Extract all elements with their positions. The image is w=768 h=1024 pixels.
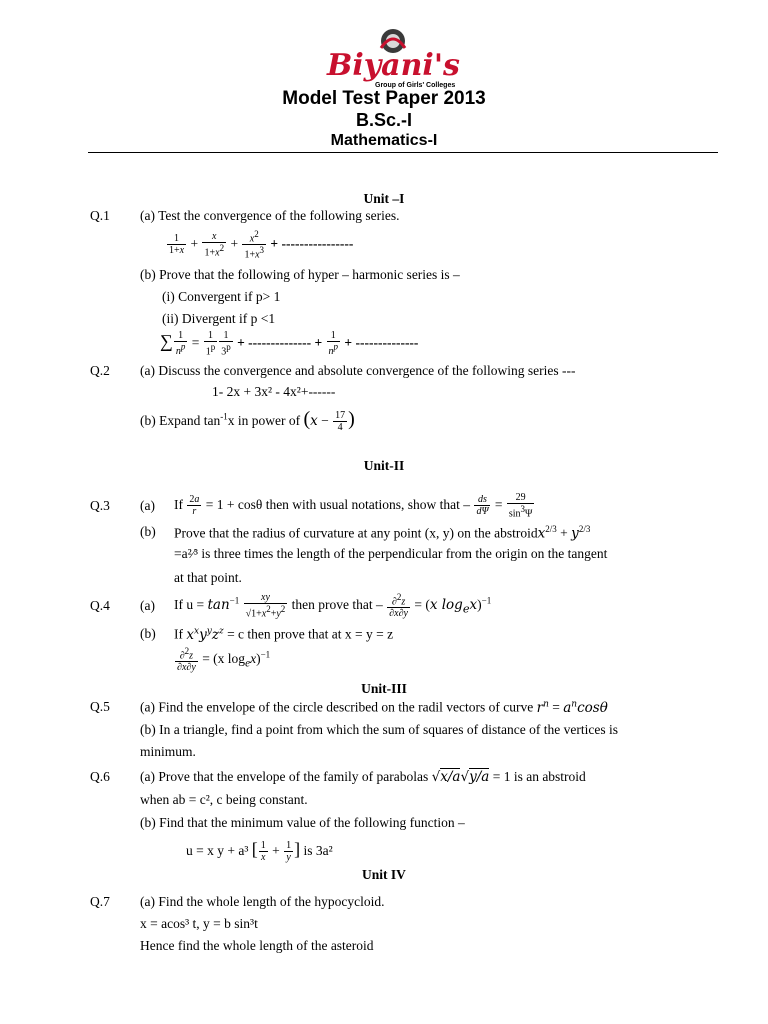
q6-number: Q.6 bbox=[90, 769, 110, 784]
course-name: B.Sc.-I bbox=[355, 110, 412, 130]
q7-hence: Hence find the whole length of the asteroid bbox=[140, 938, 374, 953]
subject-name: Mathematics-I bbox=[330, 132, 438, 149]
q4-number: Q.4 bbox=[90, 598, 110, 613]
q2-number: Q.2 bbox=[90, 363, 110, 378]
q4-part-a: If $u = \tan^{-1}$ $\frac{xy}{√1+x^2+y^2}$ then prove that – $\frac{\partial^2z}{\partial x\partial y}$ = (x $\log_ex)^{-1}$ bbox=[174, 592, 492, 620]
q2-part-b: (b) Expand $\tan^{-1}x$ in power of (x − $\frac{17}{4}$ ) bbox=[140, 408, 355, 434]
q6-a-line-1: (a) Prove that the envelope of the family of parabolas √x/a√y/a = 1 is an abstroid bbox=[140, 769, 586, 785]
q1-b-ii: (ii) Divergent if p <1 bbox=[162, 311, 276, 326]
paper-title: Model Test Paper 2013 bbox=[282, 88, 486, 109]
q3-number: Q.3 bbox=[90, 498, 110, 513]
q4-part-b: If $x^xy^yz^z = c$ then prove that at x = y = z bbox=[174, 626, 394, 643]
q2-series: 1- 2x + 3x² - 4x²+------ bbox=[212, 384, 336, 399]
q5-part-a: (a) Find the envelope of the circle described on the radil vectors of curve $r^n = a^n\cos\theta$ bbox=[140, 699, 608, 716]
unit-1-heading: Unit –I bbox=[363, 191, 405, 206]
q3-b-label: (b) bbox=[140, 524, 156, 539]
q1-series-tail: + ---------------- bbox=[270, 235, 354, 251]
logo-tagline: Group of Girls' Colleges bbox=[375, 82, 456, 89]
q7-number: Q.7 bbox=[90, 894, 110, 909]
unit-2-heading: Unit-II bbox=[363, 458, 405, 473]
q2-part-a: (a) Discuss the convergence and absolute convergence of the following series --- bbox=[140, 363, 576, 378]
q5-number: Q.5 bbox=[90, 699, 110, 714]
q7-equation: x = acos³ t, y = b sin³t bbox=[140, 916, 258, 931]
q3-b-line-2: =a²⁄³ is three times the length of the perpendicular from the origin on the tangent bbox=[174, 546, 608, 561]
q3-a-label: (a) bbox=[140, 498, 155, 513]
q1-number: Q.1 bbox=[90, 208, 110, 223]
q1-b-i: (i) Convergent if p> 1 bbox=[162, 289, 281, 304]
unit-3-heading: Unit-III bbox=[361, 681, 407, 696]
q3-part-a: If $\frac{2a}{r}$ = 1 + cosθ then with usual notations, show that – $\frac{ds}{d\Psi}$ = $\frac{29}{\sin^3\Psi}$ bbox=[174, 492, 533, 520]
q4-a-label: (a) bbox=[140, 598, 155, 613]
q5-b-line-1: (b) In a triangle, find a point from which the sum of squares of distance of the vertices is bbox=[140, 722, 618, 737]
q1-part-a: (a) Test the convergence of the following series. bbox=[140, 208, 400, 223]
q1-dash-1: + -------------- + bbox=[237, 334, 323, 350]
q1-part-b: (b) Prove that the following of hyper – harmonic series is – bbox=[140, 267, 460, 282]
q6-function: u = x y + a³ [ $\frac{1}{x}$ + $\frac{1}{y}$ ] is 3a² bbox=[186, 839, 333, 864]
unit-4-heading: Unit IV bbox=[362, 867, 406, 882]
q3-b-line-1: Prove that the radius of curvature at any point (x, y) on the abstroidx$^{2/3}$ + $y^{2/3}$ bbox=[174, 524, 591, 542]
q4-b-result: $\frac{\partial^2z}{\partial x\partial y}$ = (x $\log_ex)^{-1}$ bbox=[177, 646, 271, 674]
header-divider bbox=[88, 152, 718, 153]
q1-dash-2: + -------------- bbox=[344, 334, 419, 350]
q6-part-b: (b) Find that the minimum value of the following function – bbox=[140, 815, 465, 830]
q4-b-label: (b) bbox=[140, 626, 156, 641]
q3-b-line-3: at that point. bbox=[174, 570, 242, 585]
q6-a-line-2: when ab = c², c being constant. bbox=[140, 792, 308, 807]
college-logo bbox=[325, 26, 465, 88]
q5-b-line-2: minimum. bbox=[140, 744, 196, 759]
q1-harmonic-series: ∑ $\frac{1}{n^p}$ = $\frac{1}{1^p}$ $\frac{1}{3^p}$ + -------------- + $\frac{1}{n^p}$ + -------------- bbox=[160, 330, 419, 358]
q7-part-a: (a) Find the whole length of the hypocycloid. bbox=[140, 894, 385, 909]
q1-series: $\frac{1}{1+x}$ + $\frac{x}{1+x^2}$ + $\frac{x^2}{1+x^3}$ + ---------------- bbox=[169, 229, 354, 261]
logo-name: Biyani's bbox=[327, 48, 460, 83]
